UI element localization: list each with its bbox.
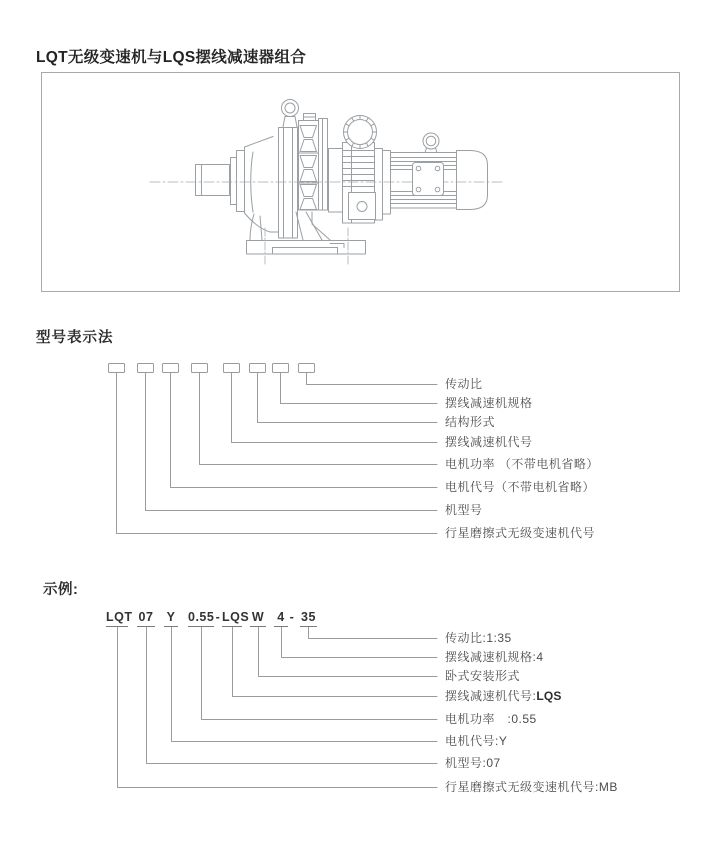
code-part-ratio: 35 [300, 611, 317, 627]
notation-label-structure: 结构形式 [445, 415, 496, 429]
notation-label-variator-code: 行星磨擦式无级变速机代号 [445, 526, 596, 540]
notation-label-frame-size: 机型号 [445, 503, 483, 517]
code-part-power: 0.55 [188, 611, 214, 627]
code-part-mounting: W [250, 611, 266, 627]
example-label-ratio: 传动比:1:35 [445, 631, 512, 645]
drawing-frame [42, 73, 680, 292]
reducer-assembly-drawing [150, 100, 505, 265]
example-label-mounting: 卧式安装形式 [445, 669, 521, 683]
notation-diagram-lines [109, 364, 438, 534]
code-part-motor-code: Y [164, 611, 178, 627]
notation-label-motor-code: 电机代号（不带电机省略） [445, 480, 596, 494]
notation-section-heading: 型号表示法 [36, 330, 114, 346]
notation-label-motor-power: 电机功率 （不带电机省略） [445, 457, 599, 471]
example-label-motor-power: 电机功率 :0.55 [445, 712, 537, 726]
code-part-hyphen-1: - [215, 610, 221, 624]
example-label-variator-code: 行星磨擦式无级变速机代号:MB [445, 780, 618, 794]
example-label-frame-size: 机型号:07 [445, 756, 501, 770]
example-label-motor-code: 电机代号:Y [445, 734, 508, 748]
code-part-hyphen-2: - [289, 610, 295, 624]
code-part-variator: LQT [106, 611, 128, 627]
code-part-frame: 07 [137, 611, 155, 627]
notation-label-reducer-code: 摆线减速机代号 [445, 435, 533, 449]
example-label-reducer-spec: 摆线减速机规格:4 [445, 650, 544, 664]
code-part-reducer: LQS [222, 611, 242, 627]
example-section-heading: 示例: [43, 582, 79, 598]
example-label-reducer-code-value: LQS [536, 689, 562, 703]
notation-label-ratio: 传动比 [445, 377, 483, 391]
example-label-reducer-code [445, 689, 562, 703]
example-diagram-lines [118, 627, 438, 788]
code-part-spec: 4 [274, 611, 288, 627]
example-label-reducer-code-text: 摆线减速机代号: [445, 689, 537, 703]
notation-label-reducer-spec: 摆线减速机规格 [445, 396, 533, 410]
page-title: LQT无级变速机与LQS摆线减速器组合 [36, 49, 307, 66]
